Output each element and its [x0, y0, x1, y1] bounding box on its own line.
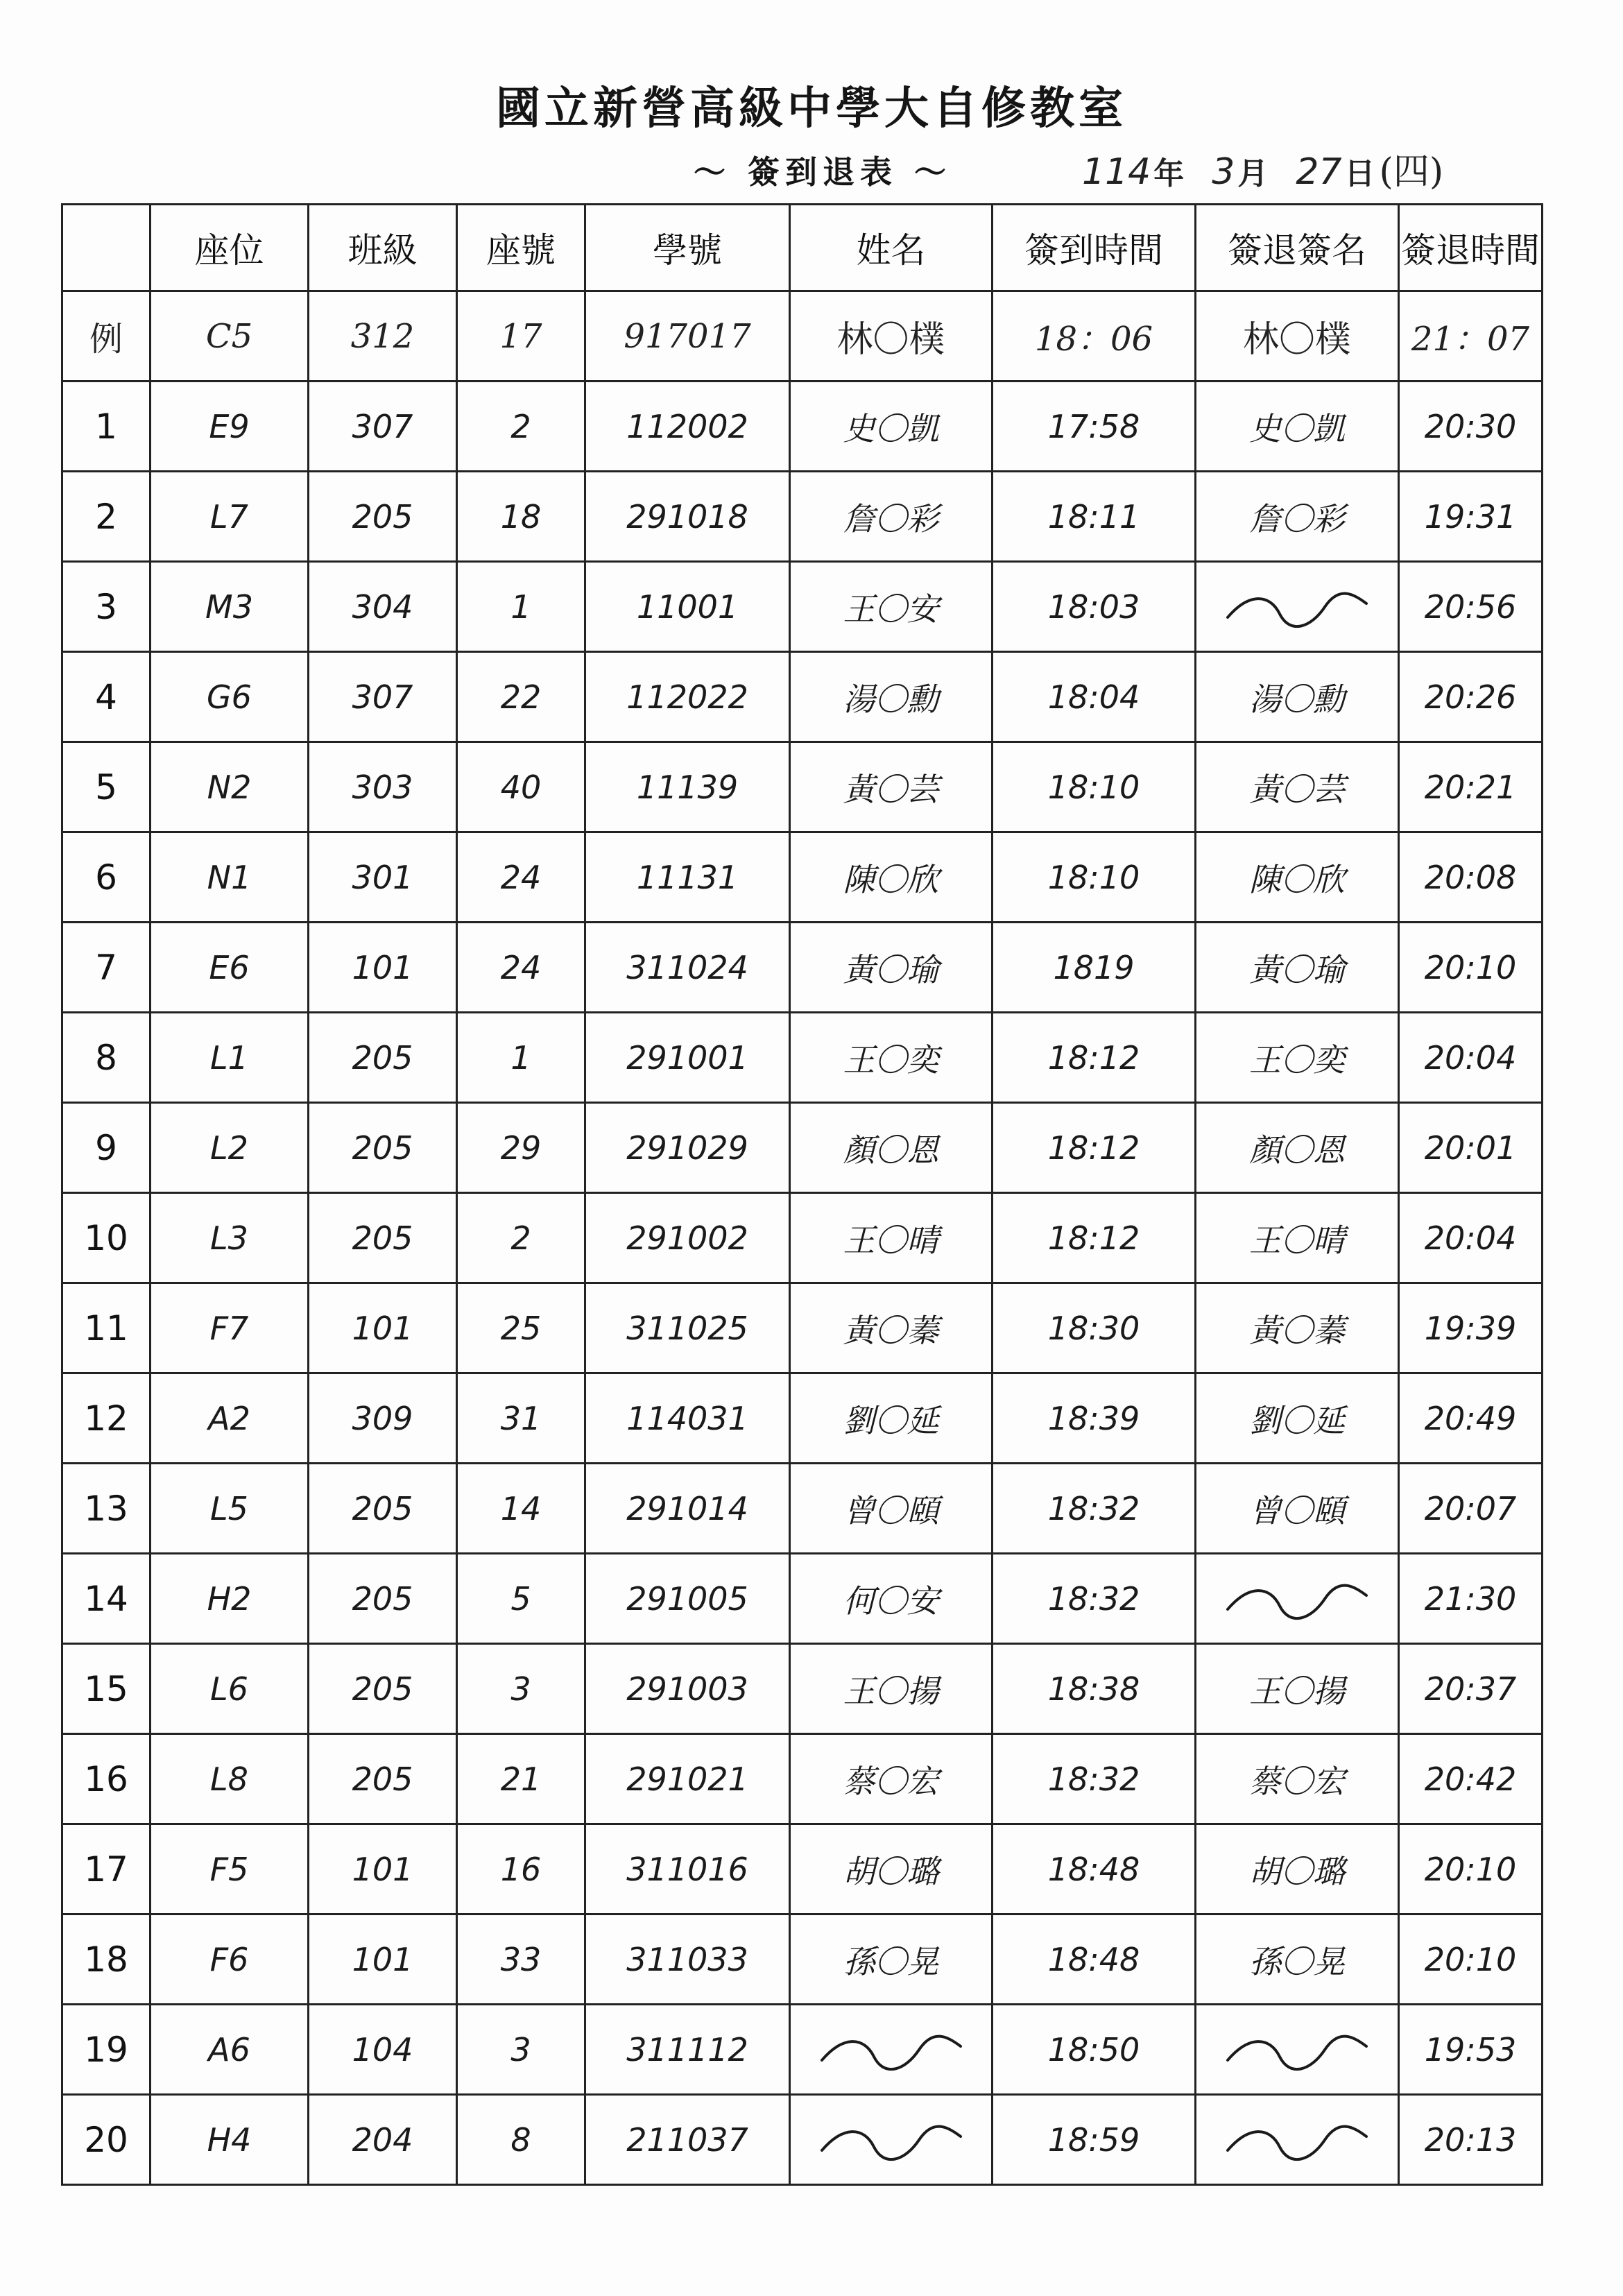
name-cell: 湯〇勳: [790, 652, 993, 742]
class-cell: 205: [309, 472, 457, 562]
checkout-time-cell: 20:49: [1399, 1373, 1543, 1464]
checkout-time-cell: 20:10: [1399, 1914, 1543, 2005]
seat-no-cell: 21: [457, 1734, 585, 1824]
seat-no-cell: 24: [457, 923, 585, 1013]
col-header-no: [62, 205, 151, 291]
student-id-cell: 291014: [585, 1464, 790, 1554]
row-number: 6: [62, 832, 151, 923]
date-day-unit: 日: [1344, 156, 1375, 191]
name-cell: 胡〇璐: [790, 1824, 993, 1914]
example-name: 林〇樸: [790, 291, 993, 382]
table-row: [62, 1554, 1543, 1644]
seat-no-cell: 24: [457, 832, 585, 923]
example-row: [62, 291, 1543, 382]
row-number: 4: [62, 652, 151, 742]
table-row: [62, 1914, 1543, 2005]
row-number: 8: [62, 1013, 151, 1103]
class-cell: 303: [309, 742, 457, 832]
class-cell: 307: [309, 382, 457, 472]
table-row: [62, 1373, 1543, 1464]
signature-scribble-icon: [1221, 2112, 1373, 2168]
signout-signature-cell: 劉〇延: [1196, 1373, 1399, 1464]
row-number: 14: [62, 1554, 151, 1644]
checkout-time-cell: 20:30: [1399, 382, 1543, 472]
seat-no-cell: 14: [457, 1464, 585, 1554]
name-cell: 曾〇頤: [790, 1464, 993, 1554]
checkin-time-cell: 18:48: [993, 1824, 1196, 1914]
table-row: [62, 382, 1543, 472]
student-id-cell: 291005: [585, 1554, 790, 1644]
name-cell: 蔡〇宏: [790, 1734, 993, 1824]
row-number: 18: [62, 1914, 151, 2005]
signout-signature-cell: [1196, 562, 1399, 652]
signout-signature-cell: [1196, 2005, 1399, 2095]
seat-cell: F5: [151, 1824, 309, 1914]
seat-cell: L7: [151, 472, 309, 562]
checkin-time-cell: 18:50: [993, 2005, 1196, 2095]
date-year-unit: 年: [1153, 156, 1185, 191]
table-row: [62, 1283, 1543, 1373]
signout-signature-cell: 黃〇瑜: [1196, 923, 1399, 1013]
class-cell: 307: [309, 652, 457, 742]
table-row: [62, 1013, 1543, 1103]
col-header-student-id: 學號: [585, 205, 790, 291]
checkout-time-cell: 20:01: [1399, 1103, 1543, 1193]
checkin-time-cell: 18:30: [993, 1283, 1196, 1373]
signin-table: [61, 203, 1543, 2186]
signout-signature-cell: 王〇揚: [1196, 1644, 1399, 1734]
table-row: [62, 562, 1543, 652]
checkout-time-cell: 20:42: [1399, 1734, 1543, 1824]
table-row: [62, 1103, 1543, 1193]
seat-no-cell: 40: [457, 742, 585, 832]
row-number: 12: [62, 1373, 151, 1464]
checkin-time-cell: 18:39: [993, 1373, 1196, 1464]
signout-signature-cell: [1196, 1554, 1399, 1644]
table-row: [62, 832, 1543, 923]
example-student-id: 917017: [585, 291, 790, 382]
table-row: [62, 1824, 1543, 1914]
class-cell: 309: [309, 1373, 457, 1464]
page-subtitle: ～ 簽到退表 ～: [694, 153, 952, 191]
example-checkout-time: 21：07: [1399, 291, 1543, 382]
page-title: 國立新營高級中學大自修教室: [496, 83, 1127, 135]
signout-signature-cell: 陳〇欣: [1196, 832, 1399, 923]
seat-no-cell: 2: [457, 382, 585, 472]
seat-cell: L5: [151, 1464, 309, 1554]
table-header-row: [62, 205, 1543, 291]
checkin-time-cell: 18:32: [993, 1554, 1196, 1644]
date-day: 27: [1296, 151, 1342, 193]
row-number: 3: [62, 562, 151, 652]
checkout-time-cell: 19:31: [1399, 472, 1543, 562]
student-id-cell: 11139: [585, 742, 790, 832]
class-cell: 205: [309, 1554, 457, 1644]
checkin-time-cell: 18:38: [993, 1644, 1196, 1734]
signature-scribble-icon: [815, 2022, 968, 2077]
checkout-time-cell: 20:08: [1399, 832, 1543, 923]
row-number: 5: [62, 742, 151, 832]
signature-scribble-icon: [815, 2112, 968, 2168]
date-month-unit: 月: [1237, 156, 1269, 191]
student-id-cell: 291018: [585, 472, 790, 562]
seat-cell: N1: [151, 832, 309, 923]
seat-cell: N2: [151, 742, 309, 832]
class-cell: 205: [309, 1644, 457, 1734]
table-row: [62, 2095, 1543, 2185]
signout-signature-cell: 胡〇璐: [1196, 1824, 1399, 1914]
col-header-name: 姓名: [790, 205, 993, 291]
student-id-cell: 311024: [585, 923, 790, 1013]
seat-no-cell: 33: [457, 1914, 585, 2005]
checkout-time-cell: 19:53: [1399, 2005, 1543, 2095]
row-number: 10: [62, 1193, 151, 1283]
checkin-time-cell: 18:12: [993, 1013, 1196, 1103]
col-header-seat-no: 座號: [457, 205, 585, 291]
checkout-time-cell: 21:30: [1399, 1554, 1543, 1644]
seat-cell: E9: [151, 382, 309, 472]
student-id-cell: 114031: [585, 1373, 790, 1464]
name-cell: 王〇安: [790, 562, 993, 652]
seat-cell: L1: [151, 1013, 309, 1103]
seat-cell: L2: [151, 1103, 309, 1193]
checkin-time-cell: 18:03: [993, 562, 1196, 652]
seat-cell: A2: [151, 1373, 309, 1464]
seat-cell: A6: [151, 2005, 309, 2095]
student-id-cell: 291001: [585, 1013, 790, 1103]
checkin-time-cell: 18:48: [993, 1914, 1196, 2005]
row-number: 19: [62, 2005, 151, 2095]
seat-cell: H4: [151, 2095, 309, 2185]
signout-signature-cell: 顏〇恩: [1196, 1103, 1399, 1193]
checkin-time-cell: 18:59: [993, 2095, 1196, 2185]
table-row: [62, 1464, 1543, 1554]
seat-no-cell: 18: [457, 472, 585, 562]
student-id-cell: 311112: [585, 2005, 790, 2095]
seat-cell: F7: [151, 1283, 309, 1373]
checkout-time-cell: 19:39: [1399, 1283, 1543, 1373]
seat-cell: L8: [151, 1734, 309, 1824]
signout-signature-cell: 蔡〇宏: [1196, 1734, 1399, 1824]
table-row: [62, 1644, 1543, 1734]
seat-no-cell: 2: [457, 1193, 585, 1283]
student-id-cell: 11001: [585, 562, 790, 652]
class-cell: 205: [309, 1464, 457, 1554]
name-cell: 劉〇延: [790, 1373, 993, 1464]
col-header-signout-signature: 簽退簽名: [1196, 205, 1399, 291]
checkout-time-cell: 20:04: [1399, 1193, 1543, 1283]
seat-cell: H2: [151, 1554, 309, 1644]
class-cell: 205: [309, 1013, 457, 1103]
checkin-time-cell: 17:58: [993, 382, 1196, 472]
signout-signature-cell: 黃〇蓁: [1196, 1283, 1399, 1373]
table-row: [62, 2005, 1543, 2095]
name-cell: 孫〇晃: [790, 1914, 993, 2005]
student-id-cell: 291021: [585, 1734, 790, 1824]
name-cell: 王〇奕: [790, 1013, 993, 1103]
student-id-cell: 11131: [585, 832, 790, 923]
seat-no-cell: 31: [457, 1373, 585, 1464]
signout-signature-cell: 詹〇彩: [1196, 472, 1399, 562]
row-number: 2: [62, 472, 151, 562]
student-id-cell: 291002: [585, 1193, 790, 1283]
seat-cell: L6: [151, 1644, 309, 1734]
seat-cell: L3: [151, 1193, 309, 1283]
example-seat: C5: [151, 291, 309, 382]
table-row: [62, 472, 1543, 562]
date-weekday: (四): [1379, 151, 1444, 193]
class-cell: 104: [309, 2005, 457, 2095]
checkout-time-cell: 20:56: [1399, 562, 1543, 652]
signout-signature-cell: 王〇奕: [1196, 1013, 1399, 1103]
class-cell: 204: [309, 2095, 457, 2185]
checkin-time-cell: 1819: [993, 923, 1196, 1013]
signout-signature-cell: 王〇晴: [1196, 1193, 1399, 1283]
row-number: 17: [62, 1824, 151, 1914]
table-row: [62, 742, 1543, 832]
signout-signature-cell: 曾〇頤: [1196, 1464, 1399, 1554]
checkout-time-cell: 20:07: [1399, 1464, 1543, 1554]
class-cell: 101: [309, 1914, 457, 2005]
class-cell: 205: [309, 1193, 457, 1283]
student-id-cell: 311016: [585, 1824, 790, 1914]
class-cell: 101: [309, 1283, 457, 1373]
col-header-checkin-time: 簽到時間: [993, 205, 1196, 291]
name-cell: 陳〇欣: [790, 832, 993, 923]
example-seat-no: 17: [457, 291, 585, 382]
class-cell: 304: [309, 562, 457, 652]
student-id-cell: 291003: [585, 1644, 790, 1734]
seat-no-cell: 5: [457, 1554, 585, 1644]
signout-signature-cell: 孫〇晃: [1196, 1914, 1399, 2005]
seat-cell: M3: [151, 562, 309, 652]
name-cell: [790, 2095, 993, 2185]
student-id-cell: 112022: [585, 652, 790, 742]
name-cell: 黃〇瑜: [790, 923, 993, 1013]
name-cell: 黃〇蓁: [790, 1283, 993, 1373]
name-cell: 詹〇彩: [790, 472, 993, 562]
seat-no-cell: 25: [457, 1283, 585, 1373]
checkout-time-cell: 20:21: [1399, 742, 1543, 832]
seat-no-cell: 16: [457, 1824, 585, 1914]
seat-no-cell: 29: [457, 1103, 585, 1193]
class-cell: 205: [309, 1103, 457, 1193]
student-id-cell: 311025: [585, 1283, 790, 1373]
row-number: 1: [62, 382, 151, 472]
checkin-time-cell: 18:04: [993, 652, 1196, 742]
student-id-cell: 291029: [585, 1103, 790, 1193]
sheet-date: [1082, 142, 1443, 194]
checkin-time-cell: 18:12: [993, 1193, 1196, 1283]
seat-cell: G6: [151, 652, 309, 742]
table-row: [62, 1193, 1543, 1283]
checkin-time-cell: 18:32: [993, 1734, 1196, 1824]
seat-no-cell: 1: [457, 1013, 585, 1103]
name-cell: 王〇揚: [790, 1644, 993, 1734]
student-id-cell: 112002: [585, 382, 790, 472]
seat-no-cell: 3: [457, 1644, 585, 1734]
row-number: 15: [62, 1644, 151, 1734]
checkout-time-cell: 20:26: [1399, 652, 1543, 742]
class-cell: 101: [309, 1824, 457, 1914]
checkin-time-cell: 18:12: [993, 1103, 1196, 1193]
checkout-time-cell: 20:13: [1399, 2095, 1543, 2185]
seat-no-cell: 8: [457, 2095, 585, 2185]
checkin-time-cell: 18:10: [993, 832, 1196, 923]
example-checkin-time: 18：06: [993, 291, 1196, 382]
seat-cell: F6: [151, 1914, 309, 2005]
checkin-time-cell: 18:32: [993, 1464, 1196, 1554]
seat-no-cell: 1: [457, 562, 585, 652]
col-header-checkout-time: 簽退時間: [1399, 205, 1543, 291]
date-year: 114: [1082, 151, 1151, 193]
class-cell: 301: [309, 832, 457, 923]
checkin-time-cell: 18:11: [993, 472, 1196, 562]
name-cell: 史〇凱: [790, 382, 993, 472]
row-number: 13: [62, 1464, 151, 1554]
name-cell: 何〇安: [790, 1554, 993, 1644]
seat-no-cell: 3: [457, 2005, 585, 2095]
checkout-time-cell: 20:10: [1399, 923, 1543, 1013]
table-row: [62, 652, 1543, 742]
checkout-time-cell: 20:37: [1399, 1644, 1543, 1734]
class-cell: 101: [309, 923, 457, 1013]
row-number: 7: [62, 923, 151, 1013]
student-id-cell: 311033: [585, 1914, 790, 2005]
col-header-seat: 座位: [151, 205, 309, 291]
signature-scribble-icon: [1221, 579, 1373, 635]
row-number: 16: [62, 1734, 151, 1824]
name-cell: 黃〇芸: [790, 742, 993, 832]
signout-signature-cell: [1196, 2095, 1399, 2185]
class-cell: 205: [309, 1734, 457, 1824]
row-number: 9: [62, 1103, 151, 1193]
checkout-time-cell: 20:10: [1399, 1824, 1543, 1914]
name-cell: 王〇晴: [790, 1193, 993, 1283]
example-class: 312: [309, 291, 457, 382]
signature-scribble-icon: [1221, 1571, 1373, 1627]
date-month: 3: [1212, 151, 1235, 193]
checkin-time-cell: 18:10: [993, 742, 1196, 832]
signout-signature-cell: 湯〇勳: [1196, 652, 1399, 742]
student-id-cell: 211037: [585, 2095, 790, 2185]
example-label: 例: [62, 291, 151, 382]
table-row: [62, 1734, 1543, 1824]
row-number: 20: [62, 2095, 151, 2185]
col-header-class: 班級: [309, 205, 457, 291]
row-number: 11: [62, 1283, 151, 1373]
signout-signature-cell: 史〇凱: [1196, 382, 1399, 472]
signout-signature-cell: 黃〇芸: [1196, 742, 1399, 832]
table-row: [62, 923, 1543, 1013]
example-signout-signature: 林〇樸: [1196, 291, 1399, 382]
name-cell: [790, 2005, 993, 2095]
seat-no-cell: 22: [457, 652, 585, 742]
signature-scribble-icon: [1221, 2022, 1373, 2077]
name-cell: 顏〇恩: [790, 1103, 993, 1193]
checkout-time-cell: 20:04: [1399, 1013, 1543, 1103]
seat-cell: E6: [151, 923, 309, 1013]
